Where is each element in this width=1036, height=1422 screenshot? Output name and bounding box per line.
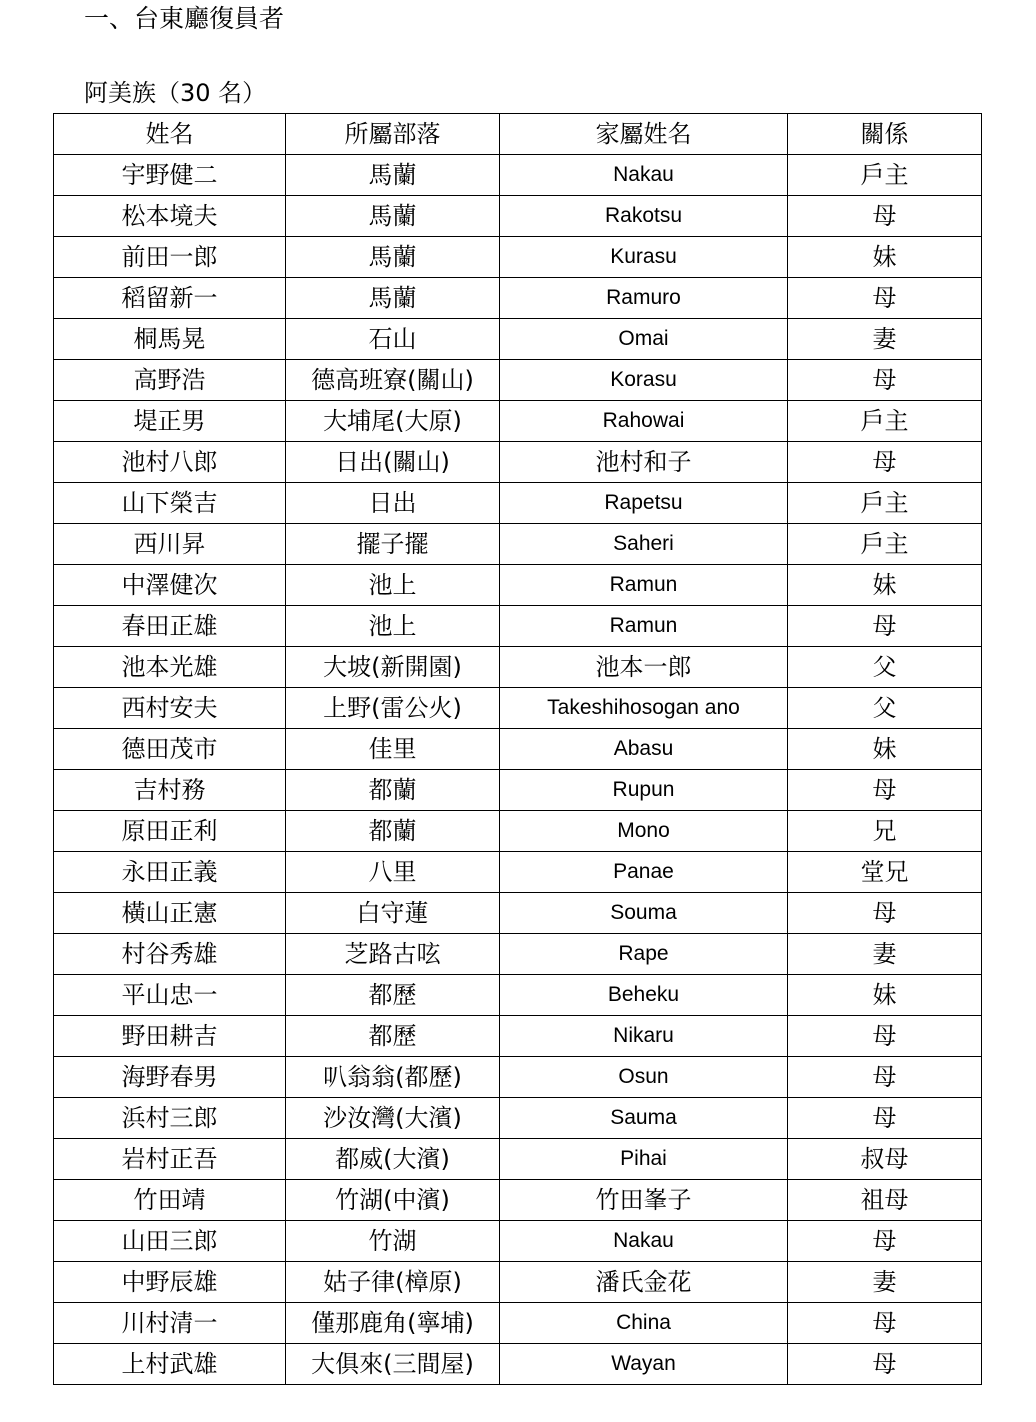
cell-tribe: 馬蘭 — [286, 278, 500, 319]
cell-name: 川村清一 — [54, 1303, 286, 1344]
header-name: 姓名 — [54, 114, 286, 155]
section-heading: 一、台東廳復員者 — [84, 4, 285, 33]
cell-name: 岩村正吾 — [54, 1139, 286, 1180]
cell-name: 山下榮吉 — [54, 483, 286, 524]
cell-family-name: 竹田峯子 — [500, 1180, 788, 1221]
header-tribe: 所屬部落 — [286, 114, 500, 155]
cell-family-name: Abasu — [500, 729, 788, 770]
cell-relation: 戶主 — [788, 524, 982, 565]
cell-tribe: 日出(關山) — [286, 442, 500, 483]
cell-tribe: 芝路古呟 — [286, 934, 500, 975]
table-row — [54, 319, 982, 360]
cell-family-name: 潘氏金花 — [500, 1262, 788, 1303]
cell-name: 竹田靖 — [54, 1180, 286, 1221]
cell-name: 原田正利 — [54, 811, 286, 852]
cell-name: 中野辰雄 — [54, 1262, 286, 1303]
table-row — [54, 606, 982, 647]
cell-tribe: 日出 — [286, 483, 500, 524]
cell-relation: 妻 — [788, 319, 982, 360]
cell-tribe: 僅那鹿角(寧埔) — [286, 1303, 500, 1344]
cell-relation: 母 — [788, 1057, 982, 1098]
cell-relation: 妹 — [788, 729, 982, 770]
cell-family-name: Rakotsu — [500, 196, 788, 237]
table-row — [54, 401, 982, 442]
cell-tribe: 石山 — [286, 319, 500, 360]
cell-name: 池本光雄 — [54, 647, 286, 688]
cell-name: 高野浩 — [54, 360, 286, 401]
cell-relation: 母 — [788, 893, 982, 934]
cell-name: 松本境夫 — [54, 196, 286, 237]
cell-relation: 妹 — [788, 975, 982, 1016]
cell-relation: 母 — [788, 1221, 982, 1262]
cell-family-name: Wayan — [500, 1344, 788, 1385]
table-row — [54, 483, 982, 524]
cell-relation: 母 — [788, 360, 982, 401]
cell-tribe: 白守蓮 — [286, 893, 500, 934]
header-family-name: 家屬姓名 — [500, 114, 788, 155]
cell-tribe: 德高班寮(關山) — [286, 360, 500, 401]
cell-name: 山田三郎 — [54, 1221, 286, 1262]
table-row — [54, 688, 982, 729]
cell-name: 德田茂市 — [54, 729, 286, 770]
cell-tribe: 大埔尾(大原) — [286, 401, 500, 442]
cell-tribe: 池上 — [286, 565, 500, 606]
cell-relation: 母 — [788, 770, 982, 811]
cell-name: 永田正義 — [54, 852, 286, 893]
cell-family-name: Pihai — [500, 1139, 788, 1180]
table-row — [54, 1016, 982, 1057]
cell-name: 上村武雄 — [54, 1344, 286, 1385]
cell-relation: 母 — [788, 1344, 982, 1385]
cell-name: 村谷秀雄 — [54, 934, 286, 975]
table-row — [54, 1344, 982, 1385]
cell-name: 稻留新一 — [54, 278, 286, 319]
cell-name: 堤正男 — [54, 401, 286, 442]
table-row — [54, 155, 982, 196]
cell-family-name: Omai — [500, 319, 788, 360]
table-row — [54, 524, 982, 565]
cell-relation: 叔母 — [788, 1139, 982, 1180]
cell-name: 西川昇 — [54, 524, 286, 565]
cell-name: 浜村三郎 — [54, 1098, 286, 1139]
cell-family-name: Sauma — [500, 1098, 788, 1139]
cell-family-name: Ramuro — [500, 278, 788, 319]
header-relation: 關係 — [788, 114, 982, 155]
cell-relation: 父 — [788, 688, 982, 729]
cell-tribe: 都威(大濱) — [286, 1139, 500, 1180]
table-row — [54, 565, 982, 606]
cell-relation: 妹 — [788, 237, 982, 278]
cell-relation: 母 — [788, 196, 982, 237]
cell-family-name: Kurasu — [500, 237, 788, 278]
cell-family-name: Nikaru — [500, 1016, 788, 1057]
cell-tribe: 上野(雷公火) — [286, 688, 500, 729]
table-row — [54, 1098, 982, 1139]
roster-table — [53, 113, 982, 1385]
table-row — [54, 1180, 982, 1221]
table-row — [54, 1139, 982, 1180]
table-row — [54, 1221, 982, 1262]
cell-tribe: 馬蘭 — [286, 196, 500, 237]
table-row — [54, 934, 982, 975]
cell-tribe: 都蘭 — [286, 770, 500, 811]
cell-family-name: Saheri — [500, 524, 788, 565]
cell-name: 桐馬晃 — [54, 319, 286, 360]
cell-family-name: Nakau — [500, 1221, 788, 1262]
table-row — [54, 729, 982, 770]
table-row — [54, 811, 982, 852]
cell-relation: 母 — [788, 1098, 982, 1139]
cell-family-name: Rapetsu — [500, 483, 788, 524]
cell-tribe: 擺子擺 — [286, 524, 500, 565]
cell-tribe: 都歷 — [286, 975, 500, 1016]
cell-name: 前田一郎 — [54, 237, 286, 278]
cell-tribe: 竹湖 — [286, 1221, 500, 1262]
cell-family-name: Rahowai — [500, 401, 788, 442]
cell-family-name: 池本一郎 — [500, 647, 788, 688]
cell-relation: 堂兄 — [788, 852, 982, 893]
cell-name: 野田耕吉 — [54, 1016, 286, 1057]
cell-name: 西村安夫 — [54, 688, 286, 729]
cell-relation: 母 — [788, 278, 982, 319]
cell-tribe: 都歷 — [286, 1016, 500, 1057]
cell-relation: 戶主 — [788, 401, 982, 442]
table-row — [54, 1057, 982, 1098]
table-row — [54, 975, 982, 1016]
cell-relation: 妻 — [788, 1262, 982, 1303]
cell-tribe: 沙汝灣(大濱) — [286, 1098, 500, 1139]
table-row — [54, 1262, 982, 1303]
roster-body — [54, 155, 982, 1385]
cell-relation: 母 — [788, 1303, 982, 1344]
cell-relation: 兄 — [788, 811, 982, 852]
cell-family-name: Korasu — [500, 360, 788, 401]
cell-tribe: 姑子律(樟原) — [286, 1262, 500, 1303]
cell-family-name: Ramun — [500, 606, 788, 647]
cell-tribe: 池上 — [286, 606, 500, 647]
cell-relation: 妹 — [788, 565, 982, 606]
table-row — [54, 442, 982, 483]
cell-relation: 戶主 — [788, 155, 982, 196]
cell-family-name: 池村和子 — [500, 442, 788, 483]
table-row — [54, 360, 982, 401]
cell-tribe: 八里 — [286, 852, 500, 893]
cell-name: 吉村務 — [54, 770, 286, 811]
cell-tribe: 佳里 — [286, 729, 500, 770]
cell-tribe: 大俱來(三間屋) — [286, 1344, 500, 1385]
table-row — [54, 196, 982, 237]
cell-name: 宇野健二 — [54, 155, 286, 196]
cell-relation: 祖母 — [788, 1180, 982, 1221]
table-row — [54, 647, 982, 688]
cell-tribe: 馬蘭 — [286, 155, 500, 196]
cell-tribe: 竹湖(中濱) — [286, 1180, 500, 1221]
cell-name: 池村八郎 — [54, 442, 286, 483]
cell-tribe: 都蘭 — [286, 811, 500, 852]
cell-relation: 母 — [788, 1016, 982, 1057]
header-row — [54, 114, 982, 155]
cell-tribe: 叭翁翁(都歷) — [286, 1057, 500, 1098]
cell-name: 中澤健次 — [54, 565, 286, 606]
cell-family-name: Rape — [500, 934, 788, 975]
cell-family-name: Takeshihosogan ano — [500, 688, 788, 729]
cell-family-name: Souma — [500, 893, 788, 934]
table-row — [54, 237, 982, 278]
cell-relation: 妻 — [788, 934, 982, 975]
cell-family-name: Nakau — [500, 155, 788, 196]
cell-relation: 父 — [788, 647, 982, 688]
cell-family-name: Mono — [500, 811, 788, 852]
cell-family-name: Panae — [500, 852, 788, 893]
cell-relation: 戶主 — [788, 483, 982, 524]
cell-family-name: China — [500, 1303, 788, 1344]
cell-name: 春田正雄 — [54, 606, 286, 647]
cell-tribe: 大坡(新開園) — [286, 647, 500, 688]
table-row — [54, 1303, 982, 1344]
cell-family-name: Osun — [500, 1057, 788, 1098]
group-title: 阿美族（30 名） — [84, 79, 267, 107]
cell-name: 橫山正憲 — [54, 893, 286, 934]
cell-tribe: 馬蘭 — [286, 237, 500, 278]
cell-name: 平山忠一 — [54, 975, 286, 1016]
table-row — [54, 278, 982, 319]
cell-relation: 母 — [788, 606, 982, 647]
cell-family-name: Beheku — [500, 975, 788, 1016]
table-row — [54, 893, 982, 934]
cell-name: 海野春男 — [54, 1057, 286, 1098]
cell-family-name: Rupun — [500, 770, 788, 811]
cell-relation: 母 — [788, 442, 982, 483]
cell-family-name: Ramun — [500, 565, 788, 606]
table-row — [54, 770, 982, 811]
table-row — [54, 852, 982, 893]
